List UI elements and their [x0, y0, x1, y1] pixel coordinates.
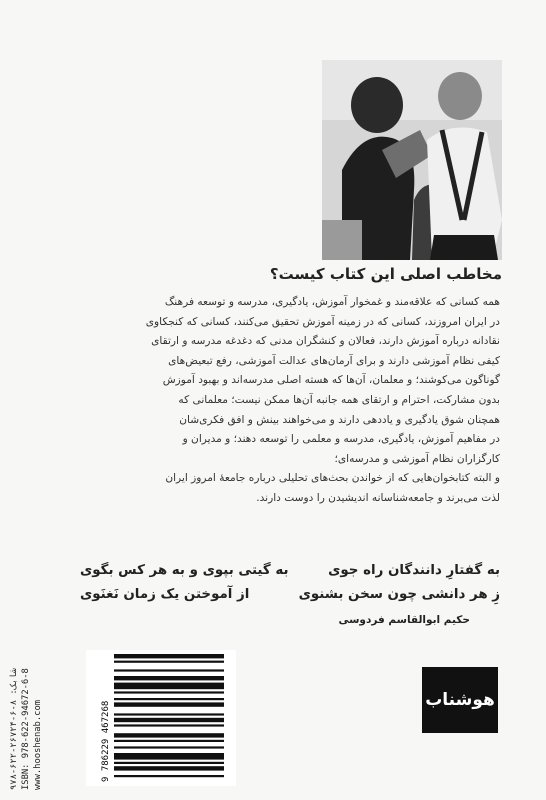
description-line: لذت می‌برند و جامعه‌شناسانه اندیشیدن را دوست دارند. [256, 491, 500, 504]
barcode-bar [114, 698, 224, 700]
barcode-bar [114, 683, 224, 690]
description-line: در مفاهیم آموزش، یادگیری، مدرسه و معلمی را توسعه دهند؛ و مدیران و [182, 433, 500, 446]
section-heading: مخاطب اصلی این کتاب کیست؟ [269, 265, 502, 283]
hemistich: زِ هر دانشی چون سخن بشنوی [298, 587, 500, 602]
barcode-bar [114, 702, 224, 706]
description-line: گوناگون می‌کوشند؛ و معلمان، آن‌ها که هسته اصلی مدرسه‌اند و بهبود آموزش [162, 374, 500, 387]
description-line: و البته کتابخوان‌هایی که از خواندن بحث‌های تحلیلی درباره جامعهٔ امروز ایران [165, 472, 500, 485]
description-line: همه کسانی که علاقه‌مند و غمخوار آموزش، یادگیری، مدرسه و توسعه فرهنگ [164, 296, 500, 308]
barcode-bar [114, 676, 224, 680]
barcode-bar [114, 669, 224, 671]
barcode-digits: 9 786229 467268 [101, 700, 111, 782]
isbn-number: ISBN: 978-622-94672-6-8 [21, 668, 31, 790]
barcode-bar [114, 691, 224, 693]
hemistich: از آموختن یک زمان نَغنَوی [80, 587, 250, 602]
poem [80, 563, 500, 611]
poet-name: حکیم ابوالقاسم فردوسی [338, 614, 470, 626]
barcode-bars [114, 654, 224, 777]
description-line: بدون مشارکت، احترام و ارتقای همه جانبه آن‌ها ممکن نیست؛ معلمانی که [178, 393, 500, 406]
description-line: در ایران امروزند، کسانی که در زمینه آموزش تحقیق می‌کنند، کسانی که کنجکاوی [145, 315, 500, 328]
barcode-bar [114, 762, 224, 764]
poem-verse-2 [80, 587, 500, 611]
cover-photo [322, 60, 502, 260]
description-line: نقادانه درباره آموزش دارند، فعالان و کنشگران مدنی که دغدغه مدرسه و ارتقای [151, 335, 500, 348]
hemistich: به گیتی بپوی و به هر کس بگوی [80, 563, 289, 578]
barcode-bar [114, 724, 224, 726]
shabak-number: شابک: ۸-۶-۲۶۷۲۴-۶۲۲-۹۷۸ [9, 668, 19, 790]
publisher-website: www.hooshenab.com [33, 699, 43, 790]
barcode-bar [114, 740, 224, 742]
barcode-bar [114, 718, 224, 722]
description-text [60, 293, 500, 509]
publication-info [8, 668, 44, 790]
barcode [86, 650, 236, 786]
barcode-bar [114, 654, 224, 658]
description-line: همچنان شوق یادگیری و یاددهی دارند و می‌خواهند بینش و افق فکری‌شان [179, 413, 500, 426]
barcode-bar [114, 713, 224, 715]
description-line: کیفی نظام آموزشی دارند و برای آرمان‌های عدالت آموزشی، رفع تبعیض‌های [168, 354, 500, 367]
barcode-bar [114, 733, 224, 737]
publisher-logo: هوشناب [422, 667, 498, 733]
hemistich: به گفتارِ دانندگان راه جوی [328, 563, 500, 578]
poem-verse-1 [80, 563, 500, 587]
barcode-bar [114, 661, 224, 663]
barcode-bar [114, 753, 224, 760]
barcode-bar [114, 746, 224, 748]
barcode-bar [114, 775, 224, 777]
barcode-bar [114, 766, 224, 770]
description-line: کارگزاران نظام آموزشی و مدرسه‌ای؛ [334, 452, 500, 465]
